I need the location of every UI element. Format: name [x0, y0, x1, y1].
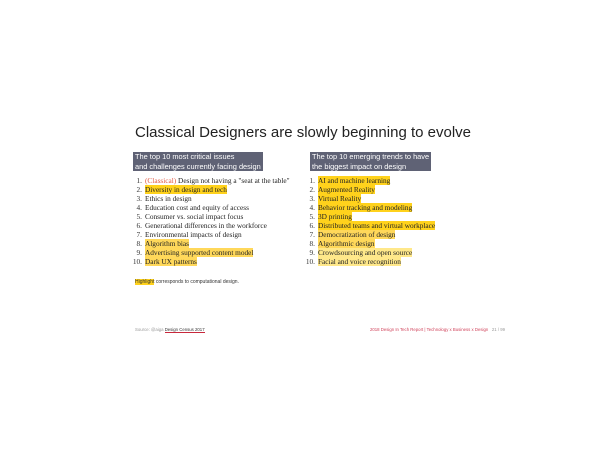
page-title: Classical Designers are slowly beginning to evolve [135, 124, 471, 141]
item-number: 10. [132, 257, 142, 266]
emerging-trends-list [301, 176, 435, 266]
list-item [128, 185, 290, 194]
list-item [128, 248, 290, 257]
item-text: Ethics in design [145, 194, 192, 203]
right-header-line: The top 10 emerging trends to have [312, 152, 430, 161]
item-number: 9. [136, 248, 142, 257]
list-item [128, 239, 290, 248]
item-text: Facial and voice recognition [318, 257, 401, 266]
item-number: 4. [136, 203, 142, 212]
list-item [301, 203, 435, 212]
left-column-header [133, 152, 263, 171]
source-label: Source: @aiga [135, 327, 165, 332]
list-item [128, 230, 290, 239]
highlight-legend-text: corresponds to computational design. [154, 279, 239, 285]
item-text: Distributed teams and virtual workplace [318, 221, 436, 230]
item-text: Advertising supported content model [145, 248, 254, 257]
right-column-header [310, 152, 431, 171]
item-text: Algorithmic design [318, 239, 375, 248]
item-number: 8. [136, 239, 142, 248]
highlight-legend [135, 279, 239, 285]
list-item [301, 239, 435, 248]
item-text: Design not having a "seat at the table" [176, 176, 290, 185]
item-text: Algorithm bias [145, 239, 189, 248]
item-number: 2. [136, 185, 142, 194]
item-number: 3. [136, 194, 142, 203]
item-text: Generational differences in the workforce [145, 221, 267, 230]
item-text: AI and machine learning [318, 176, 391, 185]
left-header-line: and challenges currently facing design [135, 161, 261, 171]
item-number: 5. [309, 212, 315, 221]
classical-tag: (Classical) [145, 176, 177, 185]
item-number: 6. [136, 221, 142, 230]
list-item [301, 221, 435, 230]
highlight-sample: Highlight [135, 279, 155, 285]
item-text: 3D printing [318, 212, 352, 221]
critical-issues-list [128, 176, 290, 266]
item-number: 8. [309, 239, 315, 248]
item-number: 1. [136, 176, 142, 185]
list-item [301, 230, 435, 239]
item-number: 7. [136, 230, 142, 239]
list-item [128, 194, 290, 203]
source-footer [135, 327, 205, 332]
item-number: 6. [309, 221, 315, 230]
item-text: Education cost and equity of access [145, 203, 249, 212]
item-number: 3. [309, 194, 315, 203]
list-item [128, 257, 290, 266]
list-item [128, 176, 290, 185]
left-header-line: The top 10 most critical issues [135, 152, 235, 161]
list-item [301, 194, 435, 203]
report-footer [370, 327, 505, 332]
list-item [128, 203, 290, 212]
item-number: 7. [309, 230, 315, 239]
item-text: Augmented Reality [318, 185, 375, 194]
item-number: 2. [309, 185, 315, 194]
list-item [301, 257, 435, 266]
item-number: 1. [309, 176, 315, 185]
list-item [128, 221, 290, 230]
list-item [301, 212, 435, 221]
item-text: Consumer vs. social impact focus [145, 212, 244, 221]
item-number: 9. [309, 248, 315, 257]
list-item [301, 176, 435, 185]
list-item [128, 212, 290, 221]
item-number: 5. [136, 212, 142, 221]
item-number: 10. [305, 257, 315, 266]
item-text: Virtual Reality [318, 194, 362, 203]
item-text: Environmental impacts of design [145, 230, 242, 239]
right-header-line: the biggest impact on design [312, 161, 407, 171]
item-text: Diversity in design and tech [145, 185, 227, 194]
page-number: 21 / 99 [491, 327, 505, 332]
item-text: Crowdsourcing and open source [318, 248, 413, 257]
item-text: Dark UX patterns [145, 257, 197, 266]
list-item [301, 185, 435, 194]
item-text: Democratization of design [318, 230, 396, 239]
source-link[interactable]: Design Census 2017 [164, 327, 205, 332]
item-number: 4. [309, 203, 315, 212]
report-title: 2018 Design In Tech Report | Technology x Business x Design [370, 327, 489, 332]
list-item [301, 248, 435, 257]
item-text: Behavior tracking and modeling [318, 203, 413, 212]
